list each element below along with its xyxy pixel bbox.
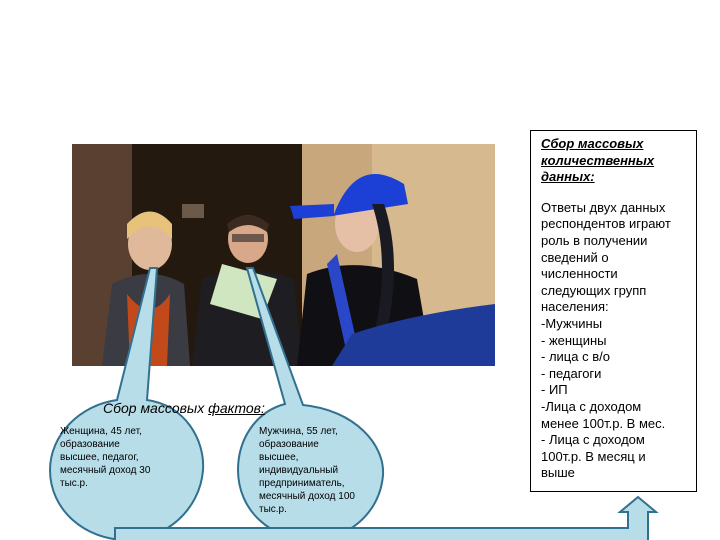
panel-title: Сбор массовых количественных данных: xyxy=(541,136,655,185)
person-woman-description: Женщина, 45 лет, образование высшее, педагог, месячный доход 30 тыс.р. xyxy=(60,426,151,489)
facts-heading: Сбор массовых фактов: xyxy=(103,400,265,416)
person-man-description: Мужчина, 55 лет, образование высшее, индивидуальный предприниматель, месячный доход 100 тыс.р. xyxy=(259,426,355,515)
panel-body: Ответы двух данных респондентов играют роль в получении сведений о численности следующих групп населения: -Мужчины - женщины - лица с в/о - педагоги - ИП -Лица с доходом менее 100т.р. В мес. - Лица с доходом 100т.р. В месяц и выше xyxy=(541,199,671,481)
quantitative-data-panel xyxy=(530,130,697,492)
flow-arrow xyxy=(115,497,656,540)
